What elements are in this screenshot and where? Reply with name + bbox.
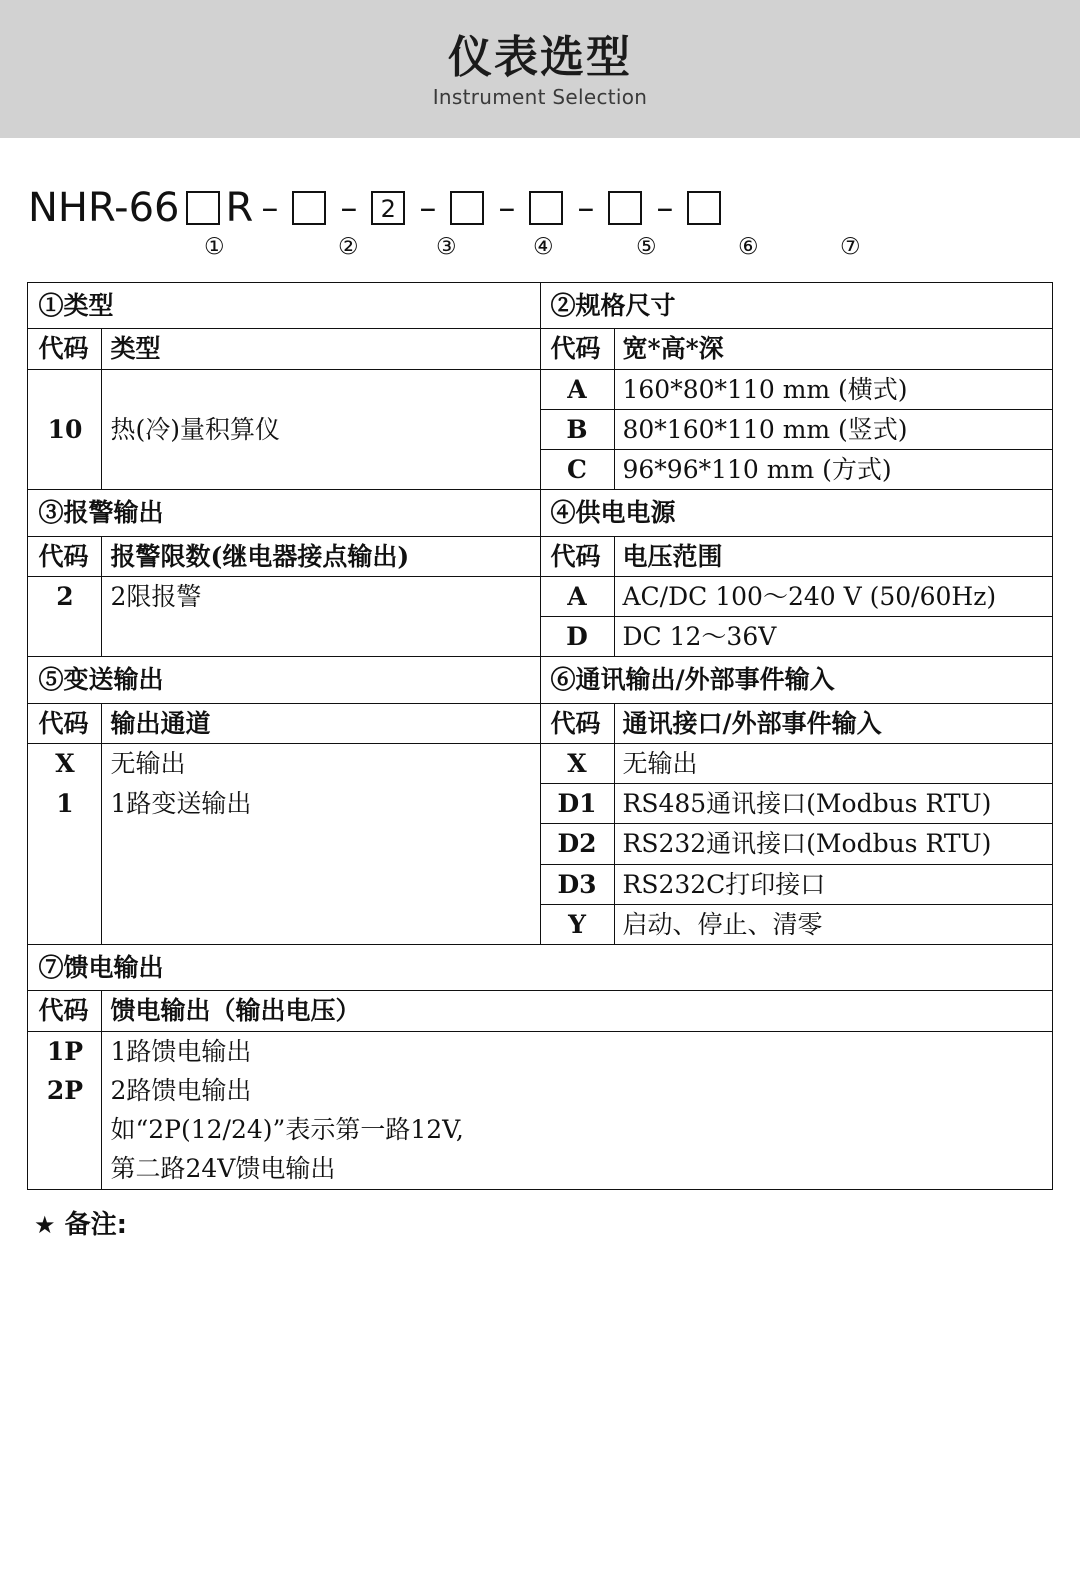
table-row [28, 824, 1052, 864]
section-4-col-name: 电压范围 [614, 536, 1052, 576]
section-3-spacer-name [102, 617, 540, 657]
table-row [28, 576, 1052, 616]
section-5-spacer-name-3 [102, 904, 540, 944]
section-5-title: ⑤变送输出 [28, 657, 540, 703]
table-row [28, 1149, 1052, 1189]
section-6-row-0-code: X [540, 743, 614, 783]
model-box-5 [529, 191, 563, 225]
section-7-col-code: 代码 [28, 991, 102, 1031]
model-marker-2: ② [338, 234, 359, 260]
model-box-2 [292, 191, 326, 225]
model-marker-6: ⑥ [738, 234, 759, 260]
section-5-col-name: 输出通道 [102, 703, 540, 743]
section-1-col-name: 类型 [102, 329, 540, 369]
section-4-row-1-code: D [540, 617, 614, 657]
section-3-row-0-code: 2 [28, 576, 102, 616]
section-2-row-0-name: 160*80*110 mm (横式) [614, 369, 1052, 409]
table-row [28, 329, 1052, 369]
model-box-3: 2 [371, 191, 405, 225]
section-6-row-4-code: Y [540, 904, 614, 944]
table-row [28, 991, 1052, 1031]
section-7-title: ⑦馈电输出 [28, 945, 1052, 991]
section-3-spacer-code [28, 617, 102, 657]
section-7-col-name: 馈电输出（输出电压） [102, 991, 1052, 1031]
section-2-col-name: 宽*高*深 [614, 329, 1052, 369]
section-2-row-2-name: 96*96*110 mm (方式) [614, 450, 1052, 490]
section-5-row-1-name: 1路变送输出 [102, 784, 540, 824]
model-dash-5: – [577, 188, 595, 228]
model-dash-4: – [498, 188, 516, 228]
model-marker-3: ③ [436, 234, 457, 260]
section-5-row-1-code: 1 [28, 784, 102, 824]
section-6-title: ⑥通讯输出/外部事件输入 [540, 657, 1052, 703]
page-title: 仪表选型 [448, 31, 632, 83]
page-subtitle: Instrument Selection [432, 85, 648, 110]
model-mid-letter: R [225, 185, 254, 231]
model-box-6 [608, 191, 642, 225]
section-6-col-name: 通讯接口/外部事件输入 [614, 703, 1052, 743]
section-4-row-0-code: A [540, 576, 614, 616]
table-row [28, 864, 1052, 904]
section-7-row-1-code: 2P [28, 1071, 102, 1110]
table-row [28, 1071, 1052, 1110]
model-dash-6: – [656, 188, 674, 228]
section-2-title: ②规格尺寸 [540, 283, 1052, 329]
section-5-spacer-name-2 [102, 864, 540, 904]
section-2-row-0-code: A [540, 369, 614, 409]
section-7-note-line2: 第二路24V馈电输出 [102, 1149, 1052, 1189]
section-3-title: ③报警输出 [28, 490, 540, 536]
model-marker-row [28, 234, 1080, 268]
table-row [28, 904, 1052, 944]
section-5-spacer-code-2 [28, 864, 102, 904]
model-prefix: NHR-66 [28, 185, 180, 231]
section-6-row-1-code: D1 [540, 784, 614, 824]
model-marker-1: ① [204, 234, 225, 260]
section-1-row-0-code: 10 [28, 369, 102, 490]
table-row [28, 657, 1052, 703]
section-7-note-spacer-1 [28, 1110, 102, 1149]
model-marker-7: ⑦ [840, 234, 861, 260]
model-marker-4: ④ [533, 234, 554, 260]
model-box-1 [186, 191, 220, 225]
table-row [28, 1110, 1052, 1149]
model-marker-5: ⑤ [636, 234, 657, 260]
section-3-row-0-name: 2限报警 [102, 576, 540, 616]
section-4-title: ④供电电源 [540, 490, 1052, 536]
table-row [28, 743, 1052, 783]
table-row [28, 617, 1052, 657]
model-box-7 [687, 191, 721, 225]
section-4-row-1-name: DC 12～36V [614, 617, 1052, 657]
model-box-4 [450, 191, 484, 225]
table-row [28, 945, 1052, 991]
section-5-col-code: 代码 [28, 703, 102, 743]
section-5-row-0-name: 无输出 [102, 743, 540, 783]
section-1-col-code: 代码 [28, 329, 102, 369]
section-6-row-2-name: RS232通讯接口(Modbus RTU) [614, 824, 1052, 864]
section-1-row-0-name: 热(冷)量积算仪 [102, 369, 540, 490]
section-4-col-code: 代码 [540, 536, 614, 576]
section-6-row-0-name: 无输出 [614, 743, 1052, 783]
table-row [28, 784, 1052, 824]
model-dash-2: – [340, 188, 358, 228]
section-6-row-3-code: D3 [540, 864, 614, 904]
section-2-row-1-name: 80*160*110 mm (竖式) [614, 409, 1052, 449]
table-row [28, 536, 1052, 576]
section-6-row-1-name: RS485通讯接口(Modbus RTU) [614, 784, 1052, 824]
model-dash-3: – [419, 188, 437, 228]
section-6-col-code: 代码 [540, 703, 614, 743]
table-row [28, 490, 1052, 536]
table-row [28, 283, 1052, 329]
section-2-col-code: 代码 [540, 329, 614, 369]
section-3-col-code: 代码 [28, 536, 102, 576]
star-icon: ★ [34, 1210, 56, 1239]
section-7-row-1-name: 2路馈电输出 [102, 1071, 1052, 1110]
section-2-row-1-code: B [540, 409, 614, 449]
section-7-note-line1: 如“2P(12/24)”表示第一路12V, [102, 1110, 1052, 1149]
footnote [34, 1204, 1080, 1241]
table-row [28, 1031, 1052, 1071]
section-6-row-2-code: D2 [540, 824, 614, 864]
section-7-note-spacer-2 [28, 1149, 102, 1189]
section-3-col-name: 报警限数(继电器接点输出) [102, 536, 540, 576]
section-5-row-0-code: X [28, 743, 102, 783]
section-5-spacer-name-1 [102, 824, 540, 864]
section-5-spacer-code-3 [28, 904, 102, 944]
section-4-row-0-name: AC/DC 100～240 V (50/60Hz) [614, 576, 1052, 616]
model-dash-1: – [261, 188, 279, 228]
section-7-row-0-code: 1P [28, 1031, 102, 1071]
section-6-row-4-name: 启动、停止、清零 [614, 904, 1052, 944]
section-6-row-3-name: RS232C打印接口 [614, 864, 1052, 904]
footnote-label: 备注: [64, 1209, 127, 1240]
model-code-row [28, 182, 1080, 234]
page-header-banner [0, 0, 1080, 138]
table-row [28, 369, 1052, 409]
section-1-title: ①类型 [28, 283, 540, 329]
section-7-row-0-name: 1路馈电输出 [102, 1031, 1052, 1071]
selection-table [27, 282, 1052, 1190]
table-row [28, 703, 1052, 743]
section-2-row-2-code: C [540, 450, 614, 490]
section-5-spacer-code-1 [28, 824, 102, 864]
